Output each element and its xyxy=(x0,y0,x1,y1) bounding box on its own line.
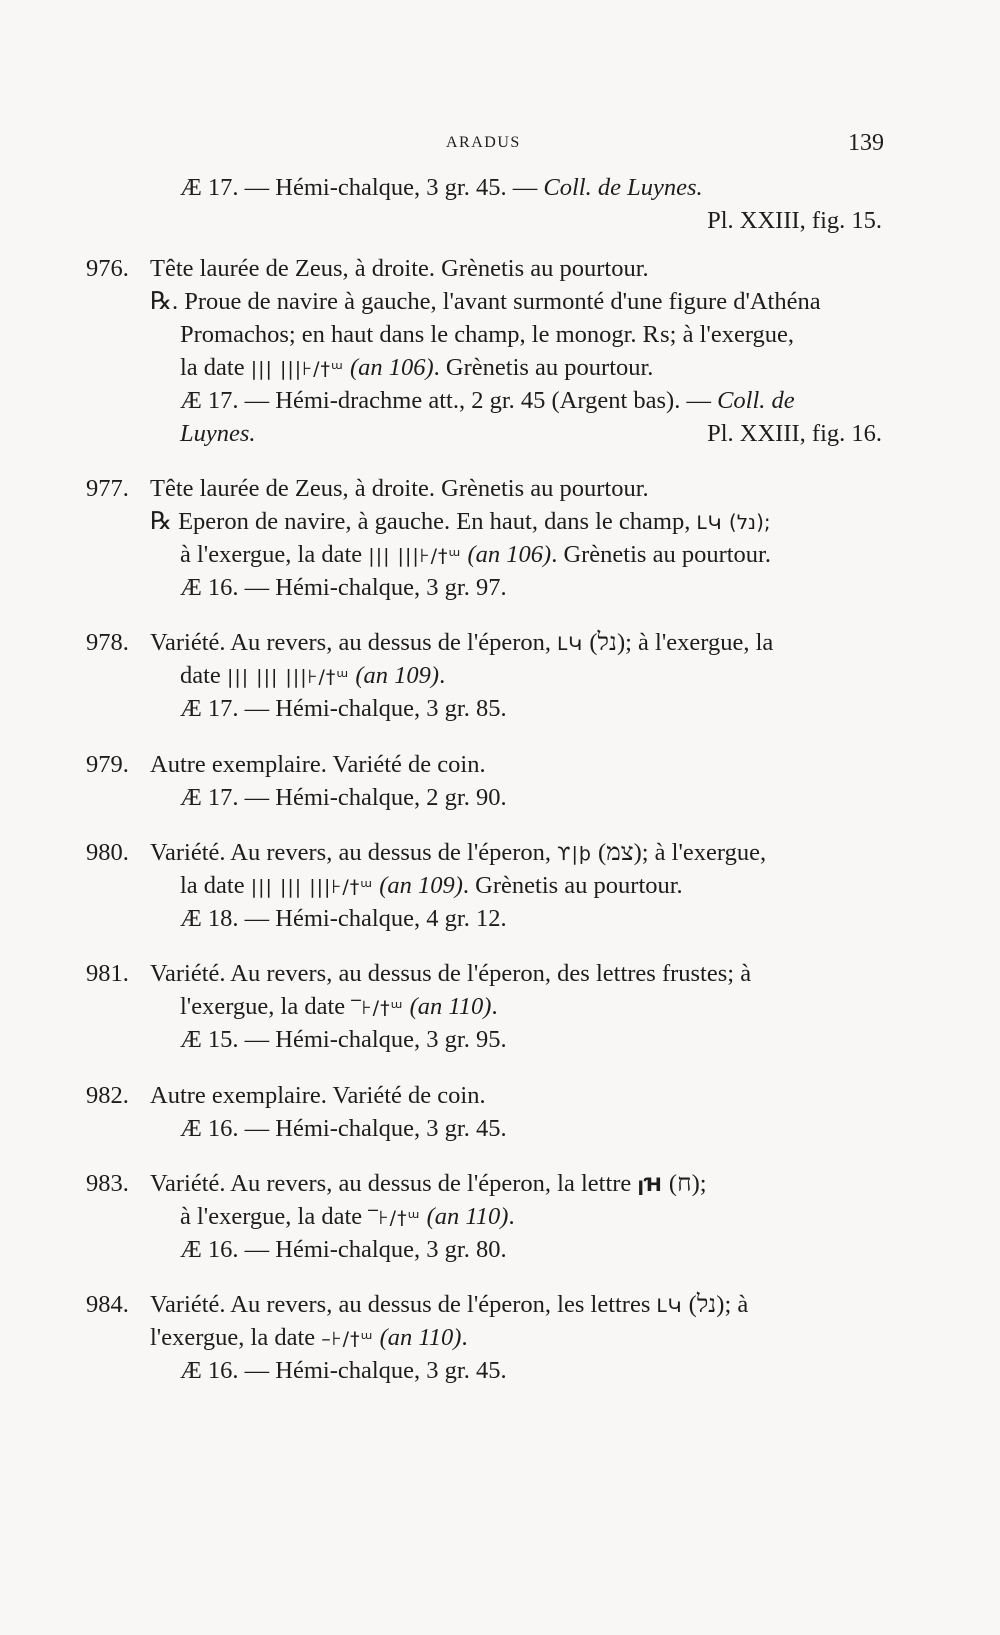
entry-number: 981. xyxy=(86,960,129,987)
plate-reference: Pl. XXIII, fig. 15. xyxy=(707,207,882,234)
phoenician-letters: ԼԿ xyxy=(557,633,584,655)
metrology-line: Æ 16. — Hémi-chalque, 3 gr. 80. xyxy=(180,1236,507,1263)
phoenician-date-glyphs: ||| |||⊦/†ᵚ xyxy=(368,545,462,567)
metrology-line: Æ 17. — Hémi-chalque, 3 gr. 85. xyxy=(180,695,507,722)
metrology-line: Æ 18. — Hémi-chalque, 4 gr. 12. xyxy=(180,905,507,932)
variety-description: Variété. Au revers, au dessus de l'éperon, des lettres frustes; à xyxy=(150,960,752,987)
obverse-description: Tête laurée de Zeus, à droite. Grènetis au pourtour. xyxy=(150,255,649,282)
page-number: 139 xyxy=(848,130,884,156)
metrology-line: Æ 16. — Hémi-chalque, 3 gr. 97. xyxy=(180,574,507,601)
variety-description: Variété. Au revers, au dessus de l'éperon, ԼԿ (נל); à l'exergue, la xyxy=(150,629,774,656)
running-head: ARADUS xyxy=(446,134,521,151)
phoenician-date-glyphs: ‾⊦/†ᵚ xyxy=(368,1207,421,1229)
variety-description: Variété. Au revers, au dessus de l'éperon, ϒ|ϸ (צמ); à l'exergue, xyxy=(150,839,767,866)
metrology-line: Æ 17. — Hémi-drachme att., 2 gr. 45 (Argent bas). — Coll. de xyxy=(180,387,795,414)
entry-number: 979. xyxy=(86,751,129,778)
date-line: à l'exergue, la date ||| |||⊦/†ᵚ (an 106). Grènetis au pourtour. xyxy=(180,541,771,568)
entry-number: 976. xyxy=(86,255,129,282)
obverse-description: Tête laurée de Zeus, à droite. Grènetis au pourtour. xyxy=(150,475,649,502)
date-line: à l'exergue, la date ‾⊦/†ᵚ (an 110). xyxy=(180,1203,515,1230)
phoenician-date-glyphs: ‾⊦/†ᵚ xyxy=(351,997,404,1019)
date-line: la date ||| ||| |||⊦/†ᵚ (an 109). Grènetis au pourtour. xyxy=(180,872,683,899)
metrology-line: Æ 15. — Hémi-chalque, 3 gr. 95. xyxy=(180,1026,507,1053)
date-line: l'exergue, la date ‾⊦/†ᵚ (an 110). xyxy=(180,993,498,1020)
plate-reference: Pl. XXIII, fig. 16. xyxy=(707,420,882,447)
variety-description: Variété. Au revers, au dessus de l'éperon, les lettres ԼԿ (נל); à xyxy=(150,1291,749,1318)
reverse-description: ℞. Proue de navire à gauche, l'avant surmonté d'une figure d'Athéna xyxy=(150,288,821,315)
phoenician-letters: ԼԿ xyxy=(656,1295,683,1317)
entry-number: 982. xyxy=(86,1082,129,1109)
entry-number: 978. xyxy=(86,629,129,656)
reverse-description: ℞ Eperon de navire, à gauche. En haut, dans le champ, ԼԿ (נל); xyxy=(150,508,771,535)
entry-number: 977. xyxy=(86,475,129,502)
collection-name: Luynes. xyxy=(180,420,256,447)
metrology-line: Æ 16. — Hémi-chalque, 3 gr. 45. xyxy=(180,1115,507,1142)
phoenician-letters: ԼԿ xyxy=(696,512,723,534)
variety-description: Autre exemplaire. Variété de coin. xyxy=(150,751,486,778)
phoenician-letters: ϒ|ϸ xyxy=(557,843,592,865)
continued-entry-metrology: Æ 17. — Hémi-chalque, 3 gr. 45. — Coll. de Luynes. xyxy=(180,174,703,201)
entry-number: 983. xyxy=(86,1170,129,1197)
phoenician-date-glyphs: ||| |||⊦/†ᵚ xyxy=(250,358,344,380)
entry-number: 984. xyxy=(86,1291,129,1318)
variety-description: Autre exemplaire. Variété de coin. xyxy=(150,1082,486,1109)
phoenician-date-glyphs: ||| ||| |||⊦/†ᵚ xyxy=(250,876,374,898)
metrology-line: Æ 17. — Hémi-chalque, 2 gr. 90. xyxy=(180,784,507,811)
date-line: l'exergue, la date –⊦/†ᵚ (an 110). xyxy=(150,1324,468,1351)
date-line: la date ||| |||⊦/†ᵚ (an 106). Grènetis au pourtour. xyxy=(180,354,654,381)
phoenician-date-glyphs: –⊦/†ᵚ xyxy=(321,1328,374,1350)
variety-description: Variété. Au revers, au dessus de l'éperon, la lettre ꞁꞪ (ח); xyxy=(150,1170,707,1197)
date-line: date ||| ||| |||⊦/†ᵚ (an 109). xyxy=(180,662,446,689)
metrology-line: Æ 16. — Hémi-chalque, 3 gr. 45. xyxy=(180,1357,507,1384)
phoenician-date-glyphs: ||| ||| |||⊦/†ᵚ xyxy=(226,666,350,688)
reverse-description-cont: Promachos; en haut dans le champ, le monogr. ₨; à l'exergue, xyxy=(180,321,795,348)
phoenician-letter: ꞁꞪ xyxy=(637,1174,663,1196)
entry-number: 980. xyxy=(86,839,129,866)
